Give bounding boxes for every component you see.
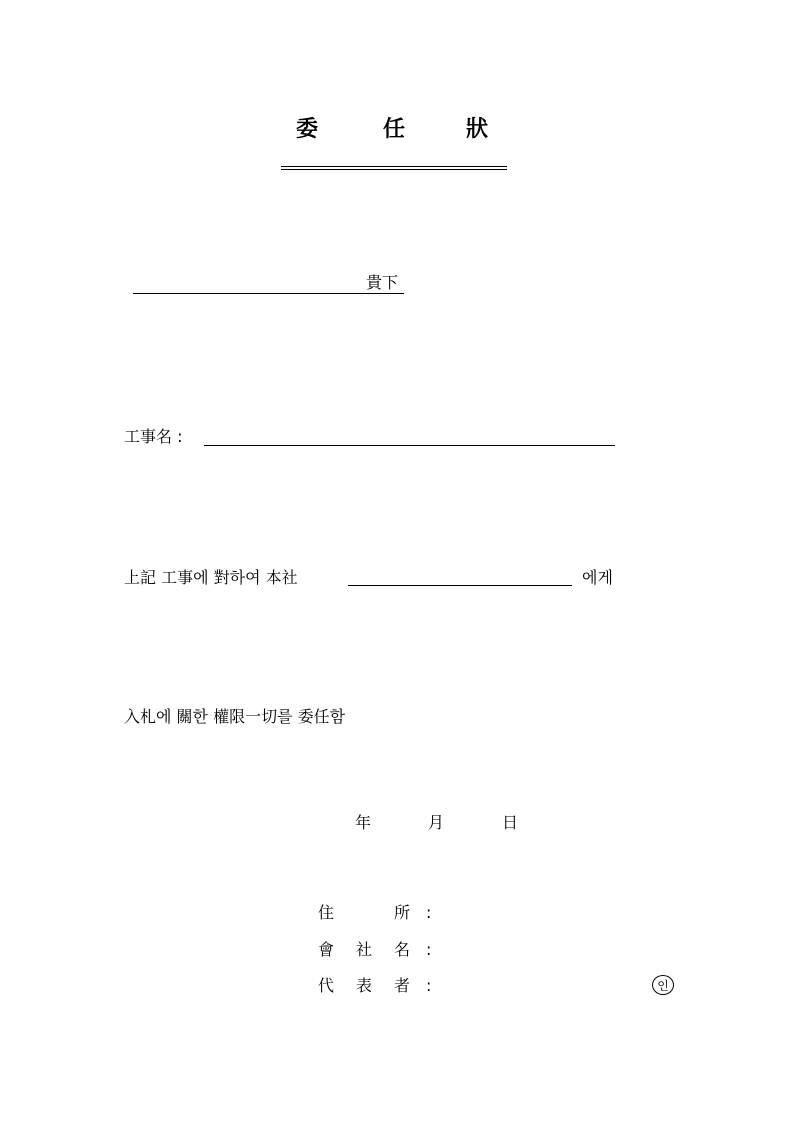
recipient-blank-line [133, 293, 404, 294]
date-year: 年 [355, 813, 372, 832]
seal-mark: 인 [652, 975, 674, 995]
date-day: 日 [502, 813, 519, 832]
address-label-char-2: 所 [394, 903, 411, 922]
delegate-blank-line [348, 585, 572, 586]
representative-colon: : [426, 976, 432, 995]
representative-label-char-2: 表 [356, 976, 373, 995]
title-char-1: 委 [296, 117, 319, 142]
representative-label-char-1: 代 [318, 976, 335, 995]
delegation-suffix: 에게 [582, 568, 613, 587]
delegation-prefix: 上記 工事에 對하여 本社 [124, 568, 298, 587]
representative-label-char-3: 者 [394, 976, 411, 995]
address-label-char-1: 住 [318, 903, 335, 922]
recipient-suffix: 貴下 [366, 273, 399, 292]
address-colon: : [426, 903, 432, 922]
company-label-char-3: 名 [394, 940, 411, 959]
project-name-label: 工事名 : [124, 427, 183, 446]
title-char-2: 任 [383, 117, 406, 142]
title-double-underline [281, 166, 507, 170]
scope-text: 入札에 關한 權限一切를 委任함 [124, 707, 346, 726]
company-colon: : [426, 940, 432, 959]
date-month: 月 [428, 813, 445, 832]
company-label-char-2: 社 [356, 940, 373, 959]
company-label-char-1: 會 [318, 940, 335, 959]
project-name-blank-line [204, 445, 615, 446]
title-char-3: 狀 [466, 117, 489, 142]
